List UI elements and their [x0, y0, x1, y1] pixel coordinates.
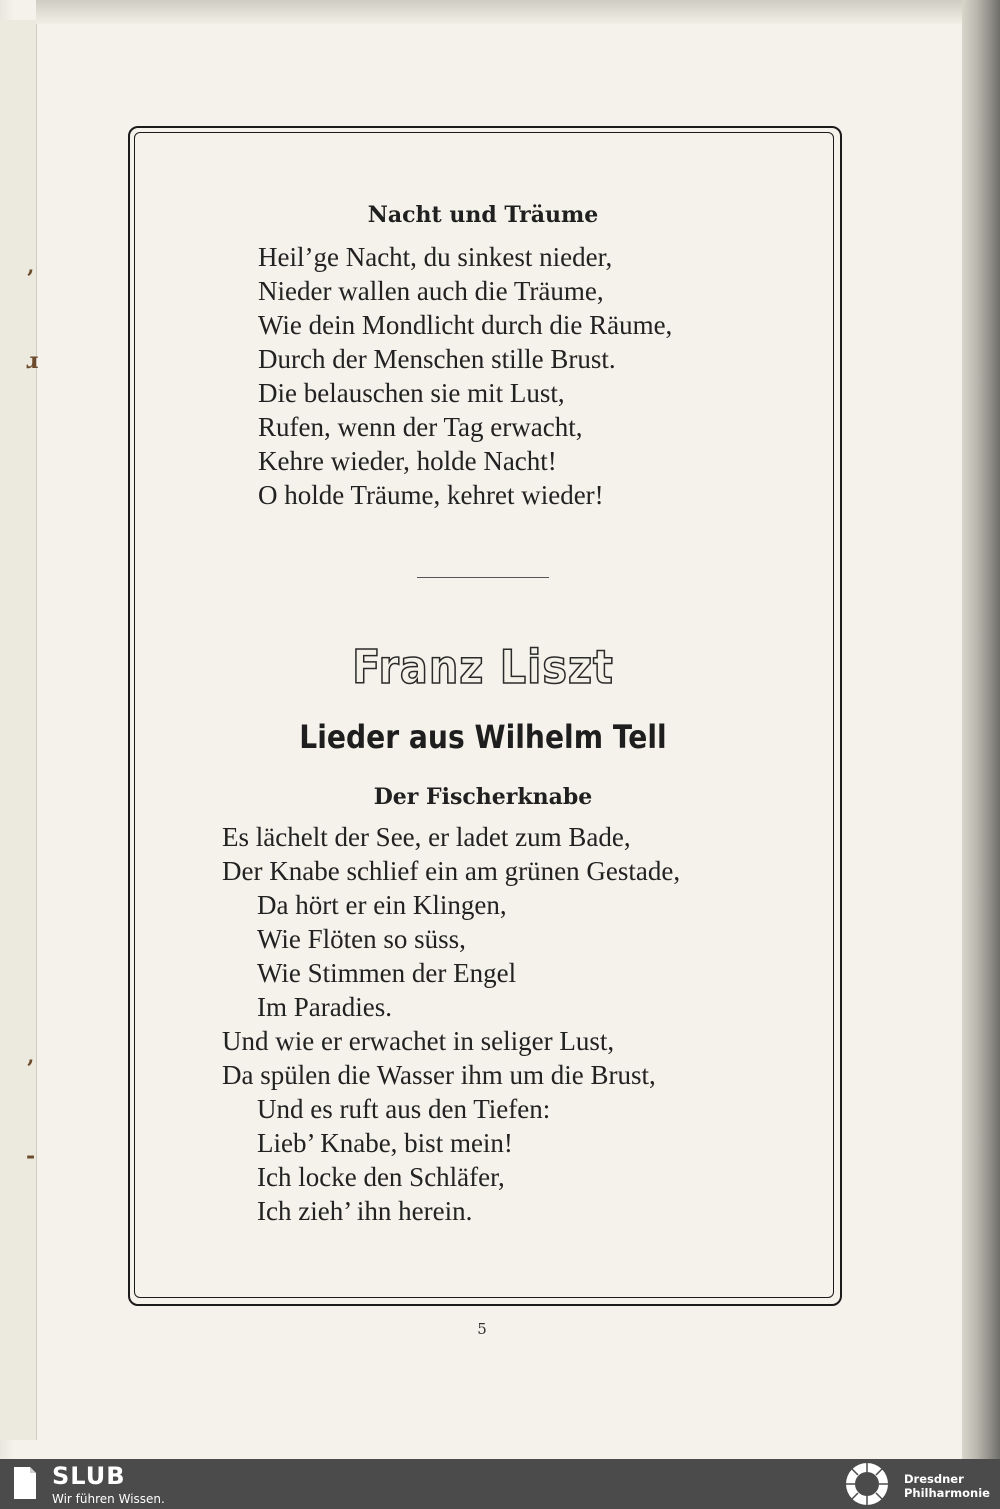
- poem-line: Kehre wieder, holde Nacht!: [258, 446, 557, 476]
- partner-name-line1: Dresdner: [904, 1472, 964, 1486]
- partner-name-line2: Philharmonie: [904, 1486, 990, 1500]
- page-number: 5: [477, 1320, 487, 1338]
- poem-line: Im Paradies.: [257, 992, 392, 1022]
- poem-line: O holde Träume, kehret wieder!: [258, 480, 604, 510]
- poem-line: Lieb’ Knabe, bist mein!: [257, 1128, 513, 1158]
- binding-stitch-icon: ɹ: [26, 348, 39, 374]
- poem-line: Ich locke den Schläfer,: [257, 1162, 505, 1192]
- poem-line: Wie dein Mondlicht durch die Räume,: [258, 310, 673, 340]
- poem-line: Ich zieh’ ihn herein.: [257, 1196, 473, 1226]
- library-name[interactable]: SLUB: [52, 1462, 126, 1490]
- binding-stitch-icon: -: [26, 1143, 36, 1169]
- poem-line: Rufen, wenn der Tag erwacht,: [258, 412, 583, 442]
- binding-stitch-icon: ʼ: [26, 266, 34, 292]
- poem-line: Der Knabe schlief ein am grünen Gestade,: [222, 856, 681, 886]
- library-tagline: Wir führen Wissen.: [52, 1492, 165, 1506]
- poem-line: Und wie er erwachet in seliger Lust,: [222, 1026, 615, 1056]
- composer-name: Franz Liszt: [352, 640, 614, 694]
- poem-line: Die belauschen sie mit Lust,: [258, 378, 565, 408]
- poem-line: Es lächelt der See, er ladet zum Bade,: [222, 822, 631, 852]
- poem-line: Wie Flöten so süss,: [257, 924, 466, 954]
- binding-margin: [0, 20, 37, 1440]
- binding-stitch-icon: ʼ: [26, 1056, 34, 1082]
- poem-line: Da hört er ein Klingen,: [257, 890, 507, 920]
- poem-line: Nieder wallen auch die Träume,: [258, 276, 604, 306]
- section-divider: [417, 577, 549, 578]
- partner-name[interactable]: [904, 1472, 990, 1500]
- song-title-der-fischerknabe: Der Fischerknabe: [373, 784, 593, 810]
- poem-line: Und es ruft aus den Tiefen:: [257, 1094, 551, 1124]
- poem-line: Heil’ge Nacht, du sinkest nieder,: [258, 242, 613, 272]
- page-right-edge: [962, 0, 1000, 1459]
- poem-line: Durch der Menschen stille Brust.: [258, 344, 616, 374]
- poem-line: Wie Stimmen der Engel: [257, 958, 517, 988]
- philharmonie-logo-icon[interactable]: [840, 1460, 894, 1508]
- slub-logo-icon[interactable]: [12, 1463, 38, 1503]
- poem-line: Da spülen die Wasser ihm um die Brust,: [222, 1060, 656, 1090]
- song-title-nacht-und-traeume: Nacht und Träume: [367, 202, 599, 228]
- page-top-shadow: [36, 0, 966, 24]
- work-title: Lieder aus Wilhelm Tell: [299, 718, 667, 756]
